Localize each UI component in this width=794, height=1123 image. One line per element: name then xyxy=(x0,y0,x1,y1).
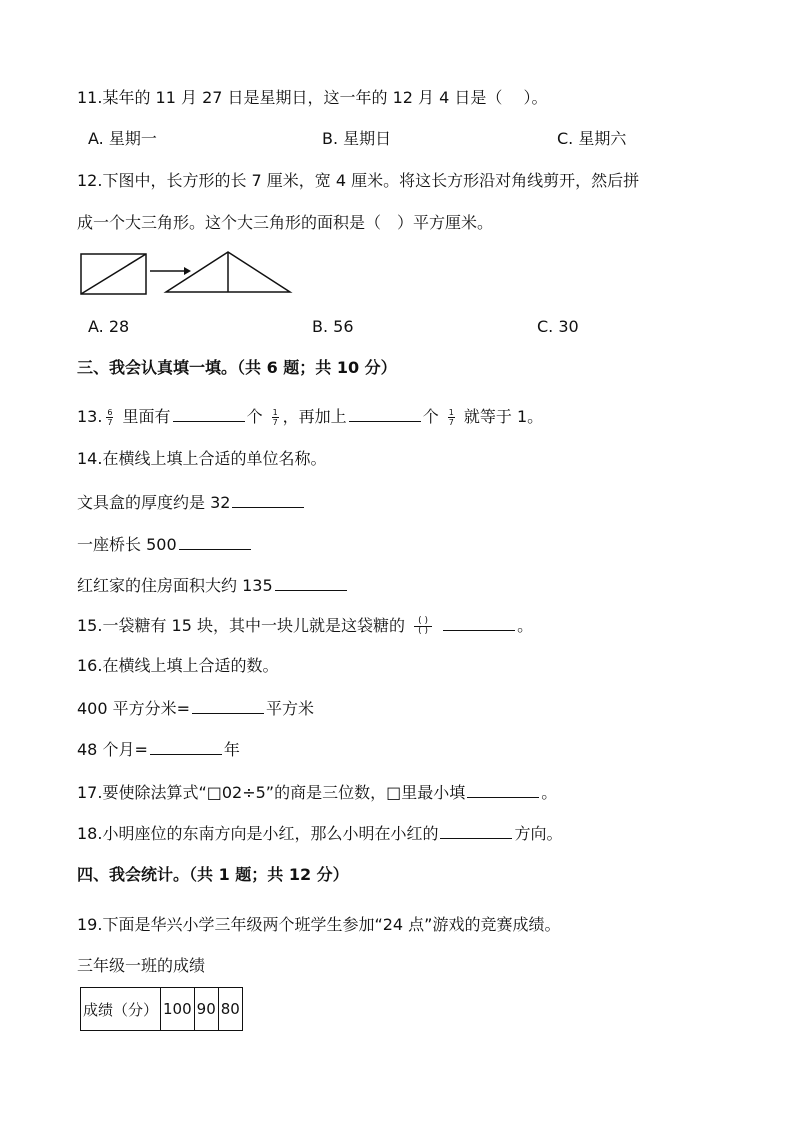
rectangle-diagonal xyxy=(81,254,146,294)
table-row xyxy=(81,988,243,1031)
q14-blank-2[interactable] xyxy=(179,533,251,550)
q13-blank-1[interactable] xyxy=(173,405,245,422)
q16-item-2: 48 个月= 年 xyxy=(77,740,240,759)
q13-blank-2[interactable] xyxy=(349,405,421,422)
q17-blank[interactable] xyxy=(467,781,539,798)
rectangle-to-triangle-figure xyxy=(78,248,298,300)
q18-blank[interactable] xyxy=(440,822,512,839)
q12-option-a: A. 28 xyxy=(88,317,130,336)
q19-text: 19.下面是华兴小学三年级两个班学生参加“24 点”游戏的竞赛成绩。 xyxy=(77,915,561,934)
q13-prefix: 13. xyxy=(77,407,103,426)
q13-text-1: 里面有 xyxy=(122,407,171,426)
q13-text-5: 就等于 1。 xyxy=(463,407,544,426)
q12-option-c: C. 30 xyxy=(537,317,579,336)
section3-title: 三、我会认真填一填。（共 6 题；共 10 分） xyxy=(77,358,397,377)
q11-option-b: B. 星期日 xyxy=(322,129,392,148)
scores-table xyxy=(80,987,243,1031)
q19-table-title: 三年级一班的成绩 xyxy=(77,956,206,975)
q13-fraction-main: $\frac{6}{7}$ xyxy=(107,408,113,427)
q11-option-a: A. 星期一 xyxy=(88,129,157,148)
q11-option-c: C. 星期六 xyxy=(557,129,627,148)
q13-text-2: 个 xyxy=(246,407,263,426)
q14-item-3: 红红家的住房面积大约 135 xyxy=(77,574,349,597)
q17-line: 17.要使除法算式“□02÷5”的商是三位数，□里最小填 。 xyxy=(77,783,558,802)
q13-fraction-unit: $\frac{1}{7}$ xyxy=(272,408,278,427)
q14-blank-3[interactable] xyxy=(275,574,347,591)
table-cell: 90 xyxy=(194,988,218,1031)
q14-item-1: 文具盒的厚度约是 32 xyxy=(77,491,306,514)
q14-blank-1[interactable] xyxy=(232,491,304,508)
q18-line: 18.小明座位的东南方向是小红，那么小明在小红的 方向。 xyxy=(77,824,563,843)
table-cell: 100 xyxy=(161,988,195,1031)
q13-line xyxy=(77,405,543,428)
q15-fraction: $\frac{( )}{( )}$ xyxy=(414,617,432,636)
q15-text: 15.一袋糖有 15 块，其中一块儿就是这袋糖的 xyxy=(77,616,405,635)
table-cell: 80 xyxy=(218,988,242,1031)
q14-item-2: 一座桥长 500 xyxy=(77,533,253,556)
q12-line1: 12.下图中，长方形的长 7 厘米，宽 4 厘米。将这长方形沿对角线剪开，然后拼 xyxy=(77,171,640,190)
q11-text: 11.某年的 11 月 27 日是星期日，这一年的 12 月 4 日是（ ）。 xyxy=(77,88,548,107)
q15-blank[interactable] xyxy=(443,614,515,631)
q13-text-3: ，再加上 xyxy=(282,407,347,426)
q16-blank-1[interactable] xyxy=(192,697,264,714)
q12-option-b: B. 56 xyxy=(312,317,354,336)
q16-item-1: 400 平方分米= 平方米 xyxy=(77,699,315,718)
table-header-cell: 成绩（分） xyxy=(81,988,161,1031)
arrow-head-icon xyxy=(184,267,191,275)
q15-line xyxy=(77,614,533,637)
q15-end: 。 xyxy=(517,616,534,635)
section4-title: 四、我会统计。（共 1 题；共 12 分） xyxy=(77,865,349,884)
q16-blank-2[interactable] xyxy=(150,738,222,755)
q13-fraction-unit-2: $\frac{1}{7}$ xyxy=(448,408,454,427)
q13-text-4: 个 xyxy=(422,407,439,426)
q16-title: 16.在横线上填上合适的数。 xyxy=(77,656,279,675)
q14-title: 14.在横线上填上合适的单位名称。 xyxy=(77,449,327,468)
q12-line2: 成一个大三角形。这个大三角形的面积是（ ）平方厘米。 xyxy=(77,213,494,232)
